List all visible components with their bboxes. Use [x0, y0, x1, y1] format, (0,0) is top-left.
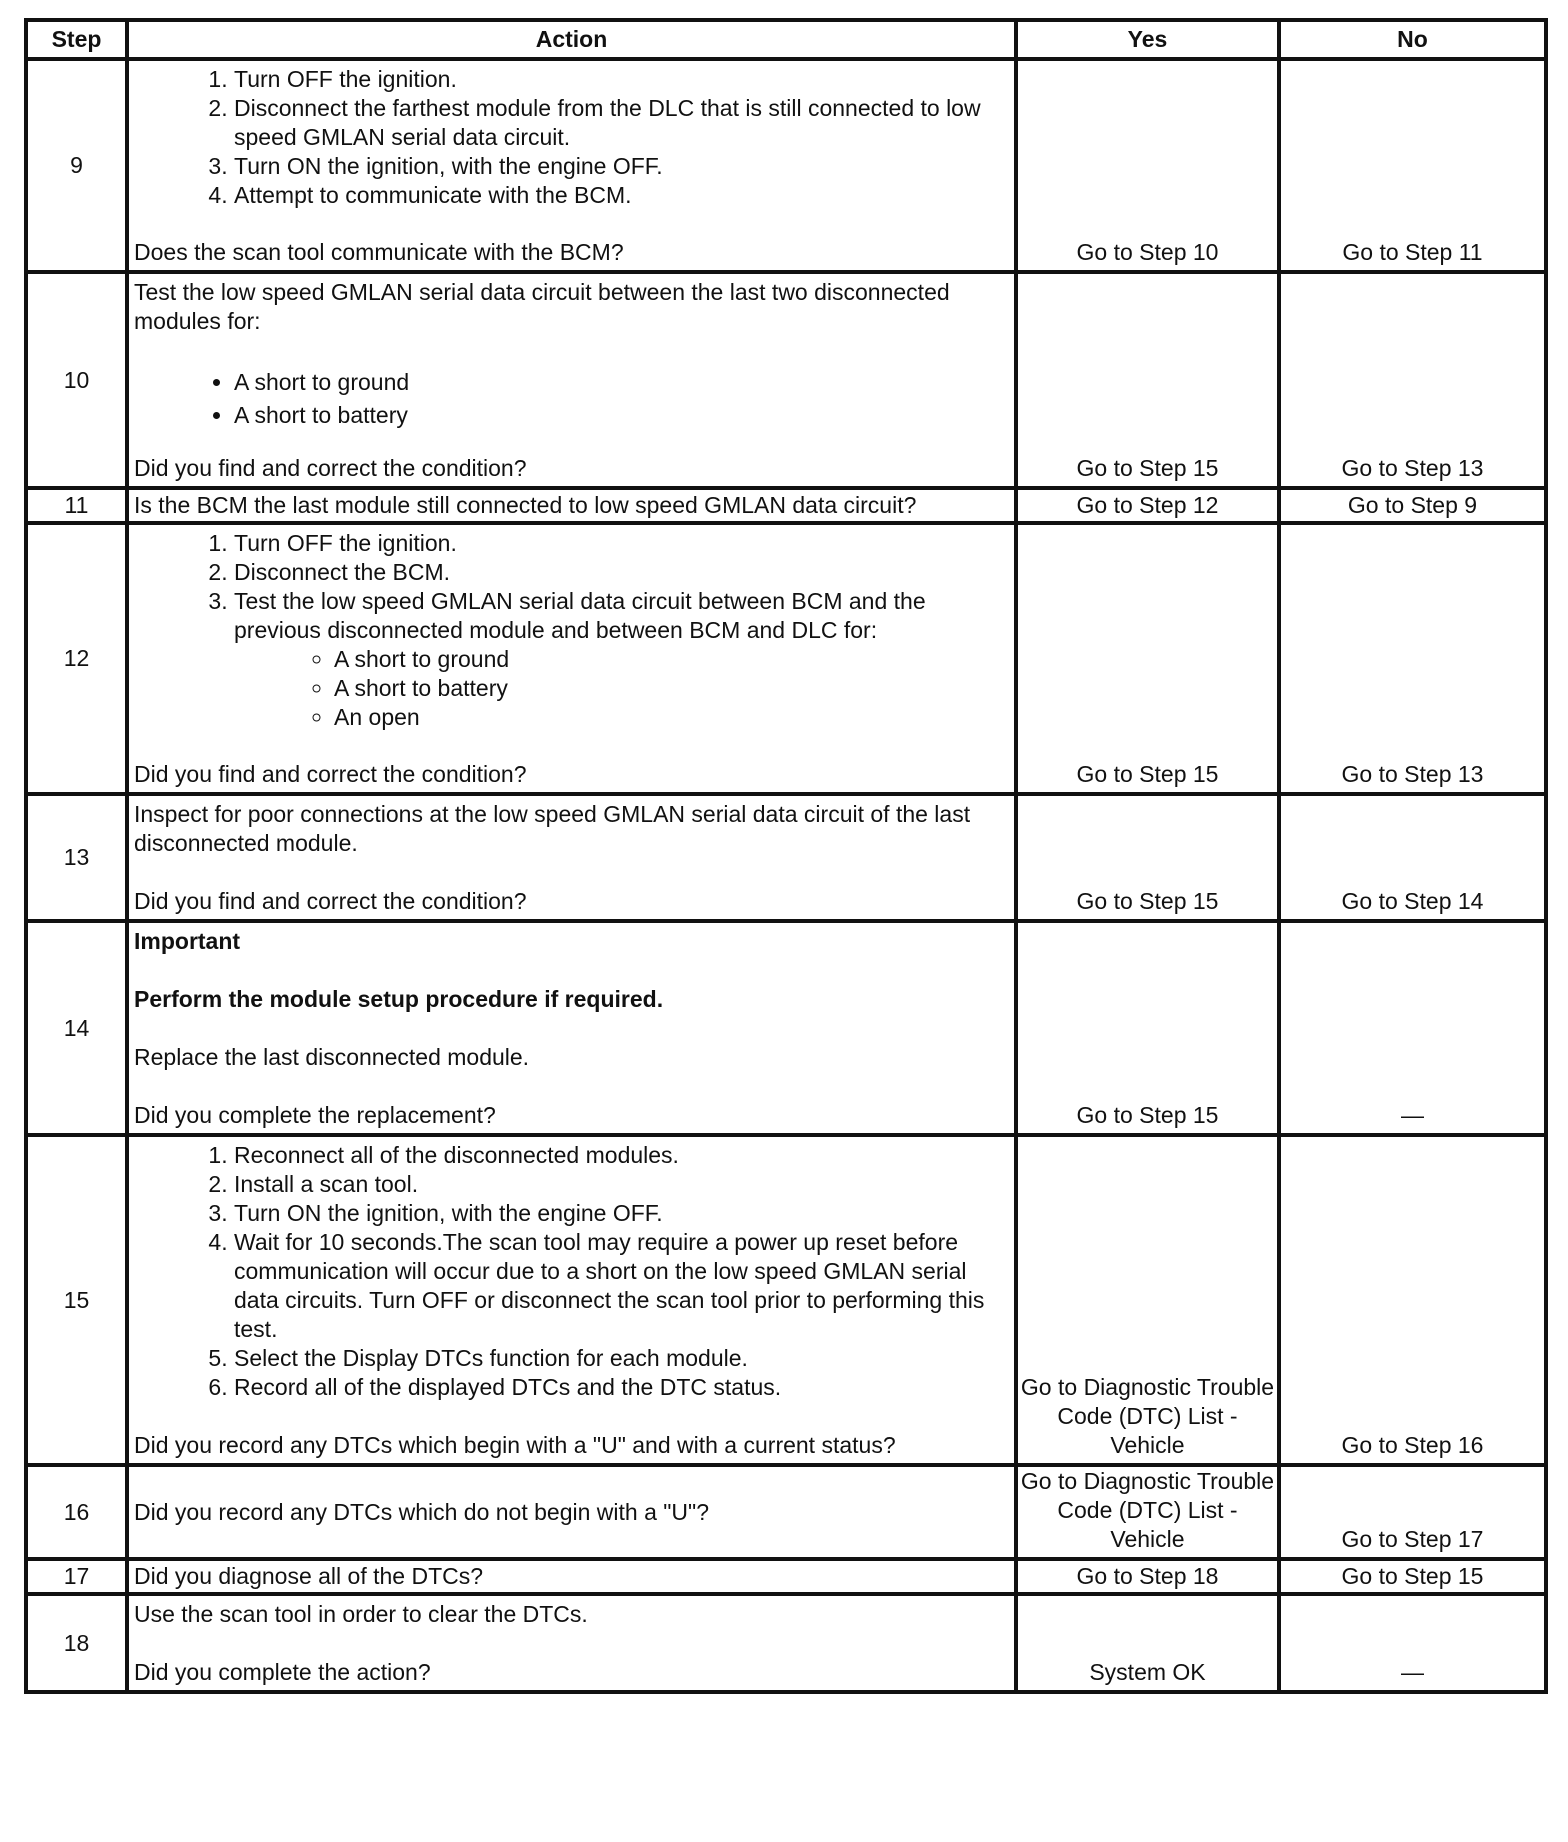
instruction-text: Test the low speed GMLAN serial data circuit between the last two disconnected modules for: — [134, 279, 950, 334]
question-text: Is the BCM the last module still connected to low speed GMLAN data circuit? — [134, 492, 917, 518]
step-number: 12 — [26, 523, 127, 794]
no-cell: Go to Step 15 — [1279, 1559, 1546, 1594]
step-number: 10 — [26, 272, 127, 488]
question-text: Did you find and correct the condition? — [134, 455, 527, 481]
action-cell — [127, 523, 1016, 794]
numbered-list — [134, 529, 1010, 732]
action-cell — [127, 59, 1016, 272]
no-cell: Go to Step 11 — [1279, 59, 1546, 272]
instruction-text: Use the scan tool in order to clear the DTCs. — [134, 1601, 588, 1627]
bullet-list — [134, 366, 1010, 432]
yes-cell: Go to Diagnostic Trouble Code (DTC) List - Vehicle — [1016, 1135, 1279, 1465]
question-text: Did you complete the action? — [134, 1659, 431, 1685]
question-text: Did you record any DTCs which do not begin with a "U"? — [134, 1499, 709, 1525]
question-text: Does the scan tool communicate with the BCM? — [134, 239, 624, 265]
table-row — [26, 1594, 1546, 1692]
step-number: 14 — [26, 921, 127, 1135]
yes-cell: Go to Step 15 — [1016, 794, 1279, 921]
question-text: Did you find and correct the condition? — [134, 761, 527, 787]
question-text: Did you record any DTCs which begin with a "U" and with a current status? — [134, 1432, 896, 1458]
list-item: ◦ A short to battery — [334, 674, 1010, 703]
table-row — [26, 921, 1546, 1135]
list-item: 1. Turn OFF the ignition. — [234, 65, 1010, 94]
list-item: 5. Select the Display DTCs function for each module. — [234, 1344, 1010, 1373]
action-cell — [127, 1465, 1016, 1559]
no-cell: — — [1279, 1594, 1546, 1692]
list-item: 4. Attempt to communicate with the BCM. — [234, 181, 1010, 210]
no-cell: Go to Step 16 — [1279, 1135, 1546, 1465]
no-cell: Go to Step 14 — [1279, 794, 1546, 921]
list-item: 1. Turn OFF the ignition. — [234, 529, 1010, 558]
list-item: • A short to battery — [234, 399, 1010, 432]
action-cell — [127, 921, 1016, 1135]
step-number: 17 — [26, 1559, 127, 1594]
step-number: 16 — [26, 1465, 127, 1559]
table-row — [26, 1465, 1546, 1559]
question-text: Did you diagnose all of the DTCs? — [134, 1563, 484, 1589]
list-item: 2. Disconnect the farthest module from the DLC that is still connected to low speed GMLAN serial data circuit. — [234, 94, 1010, 152]
important-note: Perform the module setup procedure if required. — [134, 986, 664, 1012]
table-row — [26, 488, 1546, 523]
action-cell — [127, 1135, 1016, 1465]
header-row — [26, 20, 1546, 59]
step-number: 9 — [26, 59, 127, 272]
action-cell — [127, 272, 1016, 488]
numbered-list — [134, 1141, 1010, 1402]
list-item: • A short to ground — [234, 366, 1010, 399]
table-row — [26, 1559, 1546, 1594]
sub-list — [234, 645, 1010, 732]
yes-cell: Go to Step 12 — [1016, 488, 1279, 523]
action-cell — [127, 1559, 1016, 1594]
no-cell: Go to Step 13 — [1279, 272, 1546, 488]
table-row — [26, 1135, 1546, 1465]
instruction-text: Inspect for poor connections at the low speed GMLAN serial data circuit of the last disconnected module. — [134, 801, 971, 856]
action-cell — [127, 794, 1016, 921]
step-number: 18 — [26, 1594, 127, 1692]
header-step: Step — [26, 20, 127, 59]
list-item: 2. Disconnect the BCM. — [234, 558, 1010, 587]
important-heading: Important — [134, 928, 241, 954]
table-row — [26, 272, 1546, 488]
table-row — [26, 523, 1546, 794]
action-cell — [127, 1594, 1016, 1692]
table-row — [26, 794, 1546, 921]
list-item: 2. Install a scan tool. — [234, 1170, 1010, 1199]
header-yes: Yes — [1016, 20, 1279, 59]
question-text: Did you complete the replacement? — [134, 1102, 496, 1128]
yes-cell: Go to Step 18 — [1016, 1559, 1279, 1594]
header-no: No — [1279, 20, 1546, 59]
yes-cell: Go to Step 10 — [1016, 59, 1279, 272]
yes-cell: Go to Step 15 — [1016, 523, 1279, 794]
step-number: 11 — [26, 488, 127, 523]
list-item-text: Test the low speed GMLAN serial data circuit between BCM and the previous disconnected module and between BCM and DLC for: — [234, 588, 926, 643]
action-cell — [127, 488, 1016, 523]
header-action: Action — [127, 20, 1016, 59]
step-number: 13 — [26, 794, 127, 921]
no-cell: Go to Step 17 — [1279, 1465, 1546, 1559]
diagnostic-table — [24, 18, 1548, 1694]
list-item: 3. Turn ON the ignition, with the engine OFF. — [234, 152, 1010, 181]
step-number: 15 — [26, 1135, 127, 1465]
list-item: 1. Reconnect all of the disconnected modules. — [234, 1141, 1010, 1170]
numbered-list — [134, 65, 1010, 210]
yes-cell: Go to Diagnostic Trouble Code (DTC) List - Vehicle — [1016, 1465, 1279, 1559]
no-cell: — — [1279, 921, 1546, 1135]
list-item: 6. Record all of the displayed DTCs and the DTC status. — [234, 1373, 1010, 1402]
list-item — [234, 587, 1010, 732]
list-item: 4. Wait for 10 seconds.The scan tool may require a power up reset before communication will occur due to a short on the low speed GMLAN serial data circuits. Turn OFF or disconnect the scan tool prior to performing this test. — [234, 1228, 1010, 1344]
list-item: 3. Turn ON the ignition, with the engine OFF. — [234, 1199, 1010, 1228]
list-item: ◦ A short to ground — [334, 645, 1010, 674]
no-cell: Go to Step 13 — [1279, 523, 1546, 794]
yes-cell: Go to Step 15 — [1016, 272, 1279, 488]
question-text: Did you find and correct the condition? — [134, 888, 527, 914]
list-item: ◦ An open — [334, 703, 1010, 732]
yes-cell: System OK — [1016, 1594, 1279, 1692]
instruction-text: Replace the last disconnected module. — [134, 1044, 530, 1070]
no-cell: Go to Step 9 — [1279, 488, 1546, 523]
yes-cell: Go to Step 15 — [1016, 921, 1279, 1135]
diagnostic-table-container — [24, 18, 1548, 1694]
table-row — [26, 59, 1546, 272]
